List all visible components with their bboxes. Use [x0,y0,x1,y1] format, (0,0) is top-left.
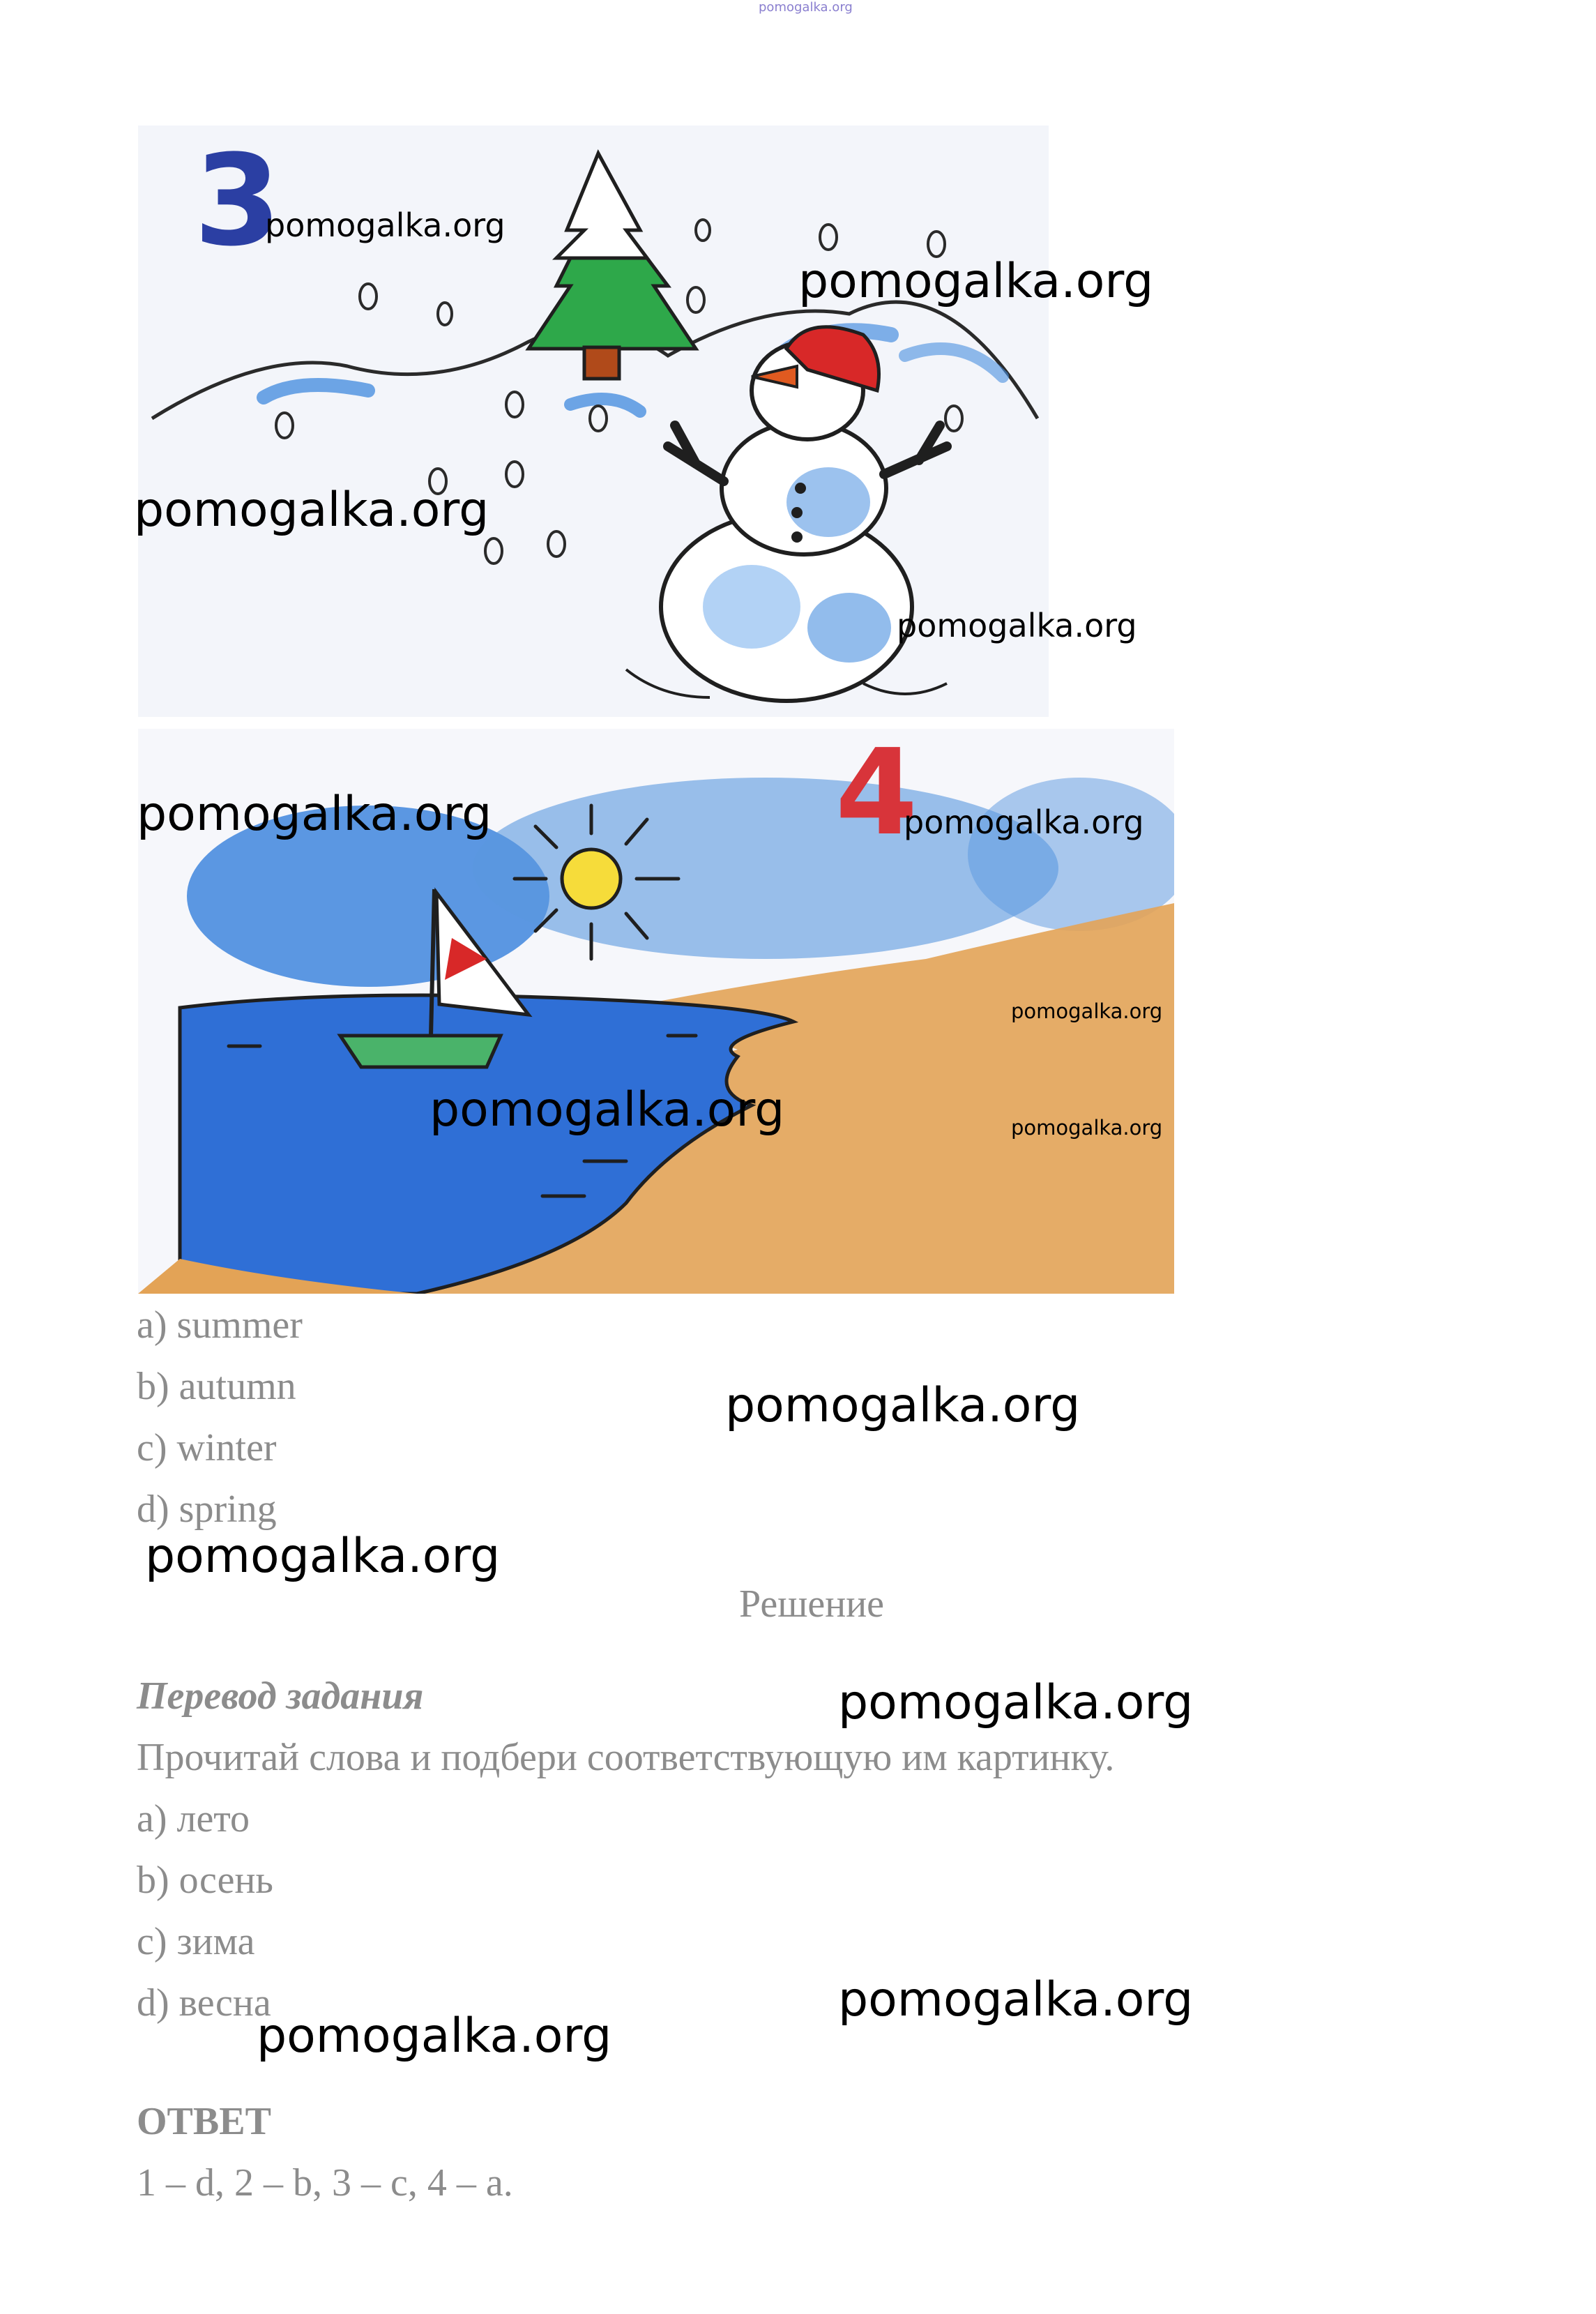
watermark: pomogalka.org [145,1529,501,1584]
svg-text:3: 3 [194,128,282,274]
watermark: pomogalka.org [725,1378,1081,1433]
translation-item-b: b) осень [137,1859,273,1902]
watermark: pomogalka.org [838,1675,1194,1730]
answer-heading: ОТВЕТ [137,2100,271,2143]
translation-item-a: a) лето [137,1797,250,1840]
site-tag: pomogalka.org [759,0,853,15]
watermark: pomogalka.org [137,787,492,842]
solution-title: Решение [739,1582,885,1626]
option-b: b) autumn [137,1365,296,1408]
svg-text:4: 4 [835,729,918,862]
option-d: d) spring [137,1488,277,1531]
translation-heading: Перевод задания [137,1674,424,1718]
watermark: pomogalka.org [265,206,506,244]
translation-instruction: Прочитай слова и подбери соответствующую им картинку. [137,1736,1115,1779]
answer-text: 1 – d, 2 – b, 3 – c, 4 – a. [137,2161,513,2205]
watermark: pomogalka.org [798,254,1154,309]
translation-item-d: d) весна [137,1981,271,2025]
watermark: pomogalka.org [904,803,1144,841]
option-c: c) winter [137,1426,277,1469]
watermark: pomogalka.org [1011,1116,1163,1140]
translation-item-c: c) зима [137,1920,255,1963]
watermark: pomogalka.org [838,1972,1194,2027]
watermark: pomogalka.org [134,483,489,538]
option-a: a) summer [137,1303,303,1347]
watermark: pomogalka.org [897,607,1137,644]
watermark: pomogalka.org [257,2009,612,2064]
watermark: pomogalka.org [430,1082,785,1137]
watermark: pomogalka.org [1011,999,1163,1023]
